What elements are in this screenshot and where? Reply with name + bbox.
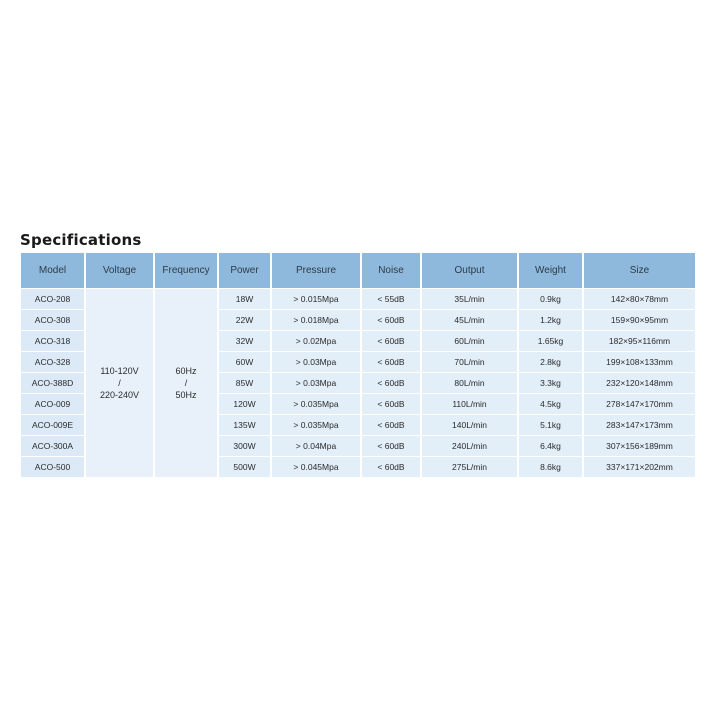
weight-cell: 5.1kg [519, 415, 582, 435]
noise-cell: < 60dB [362, 310, 420, 330]
model-cell: ACO-388D [21, 373, 84, 393]
size-cell: 182×95×116mm [584, 331, 695, 351]
noise-cell: < 55dB [362, 289, 420, 309]
header-weight: Weight [519, 253, 582, 288]
model-cell: ACO-318 [21, 331, 84, 351]
output-cell: 110L/min [422, 394, 517, 414]
weight-cell: 6.4kg [519, 436, 582, 456]
size-cell: 278×147×170mm [584, 394, 695, 414]
header-frequency: Frequency [155, 253, 217, 288]
pressure-cell: > 0.035Mpa [272, 394, 360, 414]
output-cell: 70L/min [422, 352, 517, 372]
header-voltage: Voltage [86, 253, 153, 288]
size-cell: 337×171×202mm [584, 457, 695, 477]
voltage-line: 110-120V [100, 366, 139, 376]
page-title: Specifications [20, 231, 142, 249]
header-model: Model [21, 253, 84, 288]
weight-cell: 0.9kg [519, 289, 582, 309]
size-cell: 199×108×133mm [584, 352, 695, 372]
voltage-line: / [118, 378, 121, 388]
pressure-cell: > 0.03Mpa [272, 373, 360, 393]
model-cell: ACO-300A [21, 436, 84, 456]
noise-cell: < 60dB [362, 394, 420, 414]
voltage-cell [86, 289, 153, 477]
frequency-line: 50Hz [175, 390, 197, 400]
header-pressure: Pressure [272, 253, 360, 288]
noise-cell: < 60dB [362, 352, 420, 372]
power-cell: 500W [219, 457, 270, 477]
weight-cell: 1.2kg [519, 310, 582, 330]
frequency-cell [155, 289, 217, 477]
pressure-cell: > 0.015Mpa [272, 289, 360, 309]
power-cell: 18W [219, 289, 270, 309]
header-noise: Noise [362, 253, 420, 288]
output-cell: 35L/min [422, 289, 517, 309]
pressure-cell: > 0.02Mpa [272, 331, 360, 351]
model-cell: ACO-308 [21, 310, 84, 330]
model-cell: ACO-328 [21, 352, 84, 372]
size-cell: 307×156×189mm [584, 436, 695, 456]
power-cell: 300W [219, 436, 270, 456]
table-header-row [21, 253, 695, 288]
table-row [21, 289, 695, 309]
noise-cell: < 60dB [362, 436, 420, 456]
pressure-cell: > 0.035Mpa [272, 415, 360, 435]
size-cell: 159×90×95mm [584, 310, 695, 330]
weight-cell: 4.5kg [519, 394, 582, 414]
header-output: Output [422, 253, 517, 288]
output-cell: 240L/min [422, 436, 517, 456]
pressure-cell: > 0.018Mpa [272, 310, 360, 330]
power-cell: 135W [219, 415, 270, 435]
voltage-line: 220-240V [99, 390, 140, 400]
size-cell: 142×80×78mm [584, 289, 695, 309]
power-cell: 85W [219, 373, 270, 393]
model-cell: ACO-009 [21, 394, 84, 414]
weight-cell: 1.65kg [519, 331, 582, 351]
pressure-cell: > 0.045Mpa [272, 457, 360, 477]
power-cell: 120W [219, 394, 270, 414]
output-cell: 140L/min [422, 415, 517, 435]
frequency-line: 60Hz [175, 366, 197, 376]
header-power: Power [219, 253, 270, 288]
specifications-table [19, 252, 697, 478]
noise-cell: < 60dB [362, 331, 420, 351]
output-cell: 60L/min [422, 331, 517, 351]
noise-cell: < 60dB [362, 415, 420, 435]
model-cell: ACO-500 [21, 457, 84, 477]
pressure-cell: > 0.03Mpa [272, 352, 360, 372]
weight-cell: 3.3kg [519, 373, 582, 393]
size-cell: 232×120×148mm [584, 373, 695, 393]
output-cell: 275L/min [422, 457, 517, 477]
weight-cell: 2.8kg [519, 352, 582, 372]
output-cell: 45L/min [422, 310, 517, 330]
noise-cell: < 60dB [362, 457, 420, 477]
model-cell: ACO-208 [21, 289, 84, 309]
power-cell: 32W [219, 331, 270, 351]
weight-cell: 8.6kg [519, 457, 582, 477]
power-cell: 60W [219, 352, 270, 372]
header-size: Size [584, 253, 695, 288]
output-cell: 80L/min [422, 373, 517, 393]
power-cell: 22W [219, 310, 270, 330]
size-cell: 283×147×173mm [584, 415, 695, 435]
noise-cell: < 60dB [362, 373, 420, 393]
model-cell: ACO-009E [21, 415, 84, 435]
pressure-cell: > 0.04Mpa [272, 436, 360, 456]
frequency-line: / [184, 378, 188, 388]
